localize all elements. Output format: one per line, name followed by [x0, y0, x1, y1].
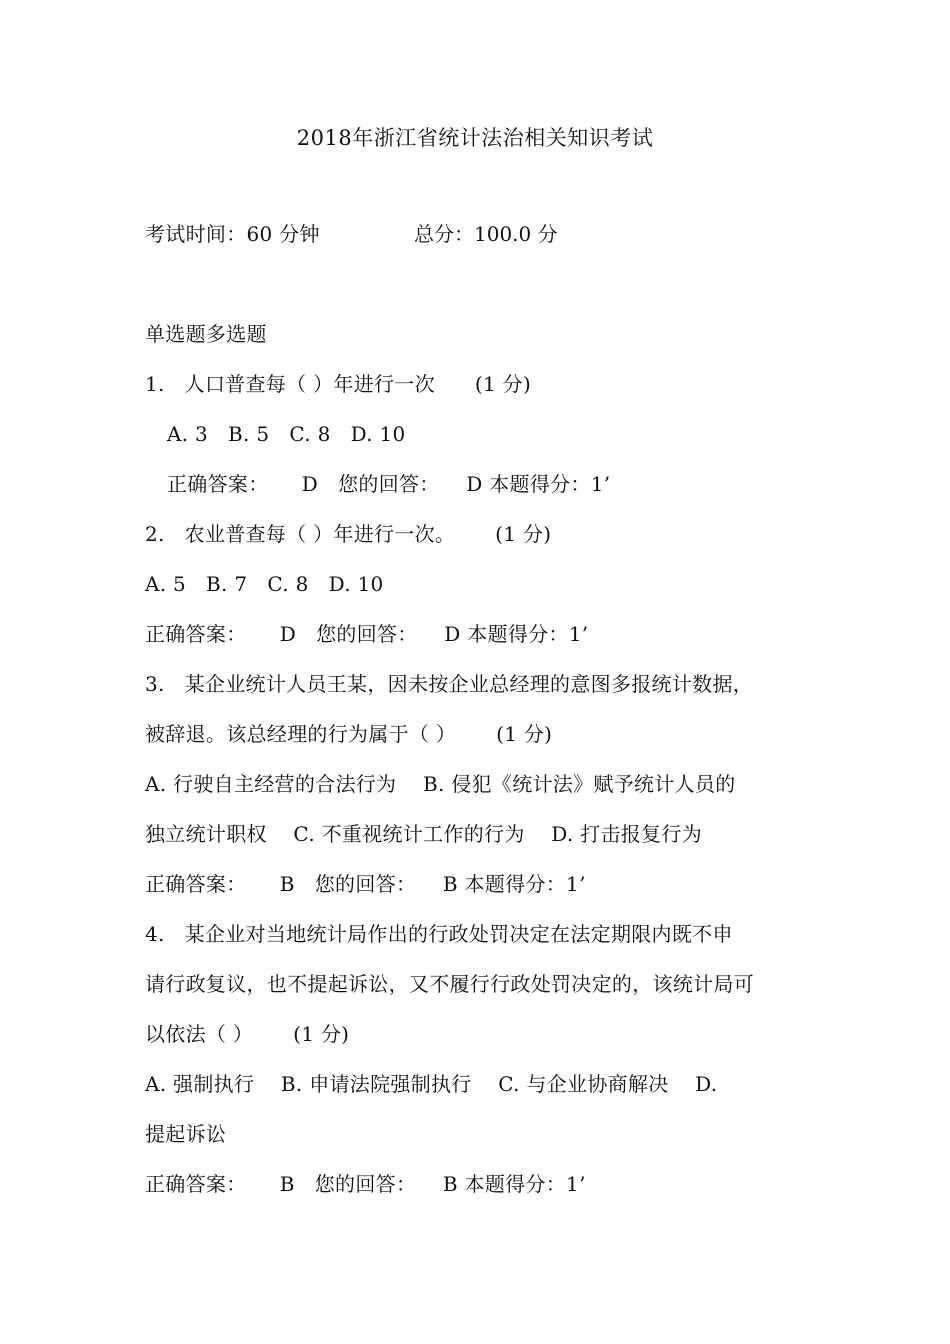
section-heading: 单选题多选题 — [145, 322, 267, 346]
question-3-options-line-1: A. 行驶自主经营的合法行为 B. 侵犯《统计法》赋予统计人员的 — [145, 772, 736, 796]
question-3-answer: 正确答案： B 您的回答： B 本题得分：1’ — [145, 872, 586, 896]
question-4-stem-line-1: 4. 某企业对当地统计局作出的行政处罚决定在法定期限内既不申 — [145, 922, 733, 946]
question-3-stem-line-1: 3. 某企业统计人员王某，因未按企业总经理的意图多报统计数据， — [145, 672, 754, 696]
question-3-options-line-2: 独立统计职权 C. 不重视统计工作的行为 D. 打击报复行为 — [145, 822, 703, 846]
question-2-answer: 正确答案： D 您的回答： D 本题得分：1’ — [145, 622, 589, 646]
question-1-options: A. 3 B. 5 C. 8 D. 10 — [167, 422, 406, 446]
question-4-answer: 正确答案： B 您的回答： B 本题得分：1’ — [145, 1172, 586, 1196]
question-1-answer: 正确答案： D 您的回答： D 本题得分：1’ — [167, 472, 611, 496]
question-4-stem-line-3: 以依法（ ） (1 分) — [145, 1022, 350, 1046]
question-1-stem: 1. 人口普查每（ ）年进行一次 (1 分) — [145, 372, 532, 396]
exam-time: 考试时间：60 分钟 — [145, 222, 320, 246]
question-2-options: A. 5 B. 7 C. 8 D. 10 — [145, 572, 384, 596]
question-4-options-line-2: 提起诉讼 — [145, 1122, 227, 1146]
document-title: 2018年浙江省统计法治相关知识考试 — [296, 126, 654, 150]
total-score: 总分：100.0 分 — [414, 222, 558, 246]
question-4-options-line-1: A. 强制执行 B. 申请法院强制执行 C. 与企业协商解决 D. — [145, 1072, 718, 1096]
question-3-stem-line-2: 被辞退。该总经理的行为属于（ ） (1 分) — [145, 722, 553, 746]
question-4-stem-line-2: 请行政复议，也不提起诉讼，又不履行行政处罚决定的，该统计局可 — [145, 972, 754, 996]
question-2-stem: 2. 农业普查每（ ）年进行一次。 (1 分) — [145, 522, 552, 546]
